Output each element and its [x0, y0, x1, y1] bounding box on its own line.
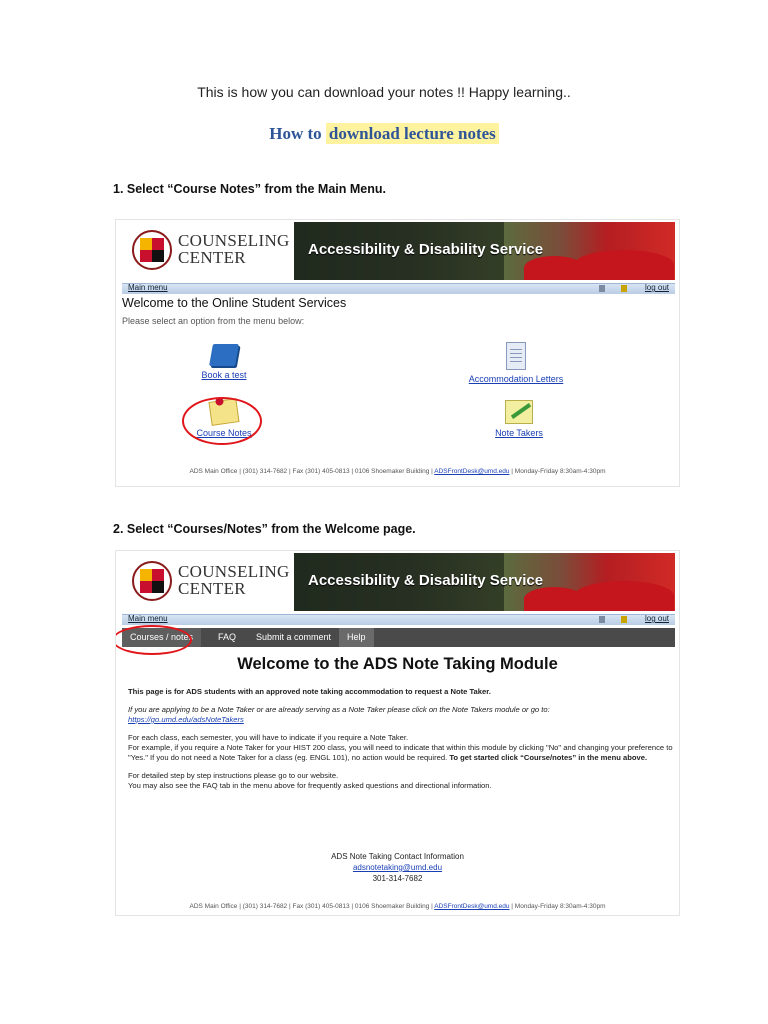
option-accommodation-letters[interactable]: [456, 342, 576, 384]
main-menu-link[interactable]: Main menu: [128, 283, 168, 292]
umd-seal-icon: [132, 561, 172, 601]
note-takers-link[interactable]: https://go.umd.edu/adsNoteTakers: [128, 715, 244, 724]
example-paragraph: [128, 743, 673, 763]
how-to-heading: [0, 124, 768, 144]
footer: [116, 468, 679, 475]
banner-title: Accessibility & Disability Service: [308, 572, 544, 589]
user-icon[interactable]: [621, 285, 627, 292]
instructions-paragraph: For detailed step by step instructions please go to our website.: [128, 771, 339, 780]
note-takers-icon: [505, 400, 533, 424]
contact-info: [116, 851, 679, 884]
banner: [122, 222, 675, 280]
tab-help[interactable]: Help: [339, 628, 374, 647]
tab-faq[interactable]: FAQ: [218, 632, 237, 642]
counseling-center-logo: [122, 222, 294, 280]
banner: [122, 553, 675, 611]
banner-title: Accessibility & Disability Service: [308, 241, 544, 258]
log-out-link[interactable]: log out: [644, 283, 669, 292]
logo-line-1: COUNSELING: [178, 562, 290, 581]
logo-line-2: CENTER: [178, 579, 246, 598]
option-label[interactable]: Book a test: [201, 370, 247, 380]
module-description: [128, 687, 673, 791]
help-icon[interactable]: [599, 616, 605, 623]
top-menu-bar: [122, 614, 675, 625]
module-nav-bar: [122, 628, 675, 647]
banner-photo: [294, 553, 675, 611]
select-option-text: Please select an option from the menu below:: [122, 316, 305, 326]
contact-phone: 301-314-7682: [372, 874, 423, 883]
footer-email-link[interactable]: ADSFrontDesk@umd.edu: [434, 468, 510, 475]
logo-line-1: COUNSELING: [178, 231, 290, 250]
step-1-text: 1. Select “Course Notes” from the Main Menu.: [113, 182, 386, 196]
book-icon: [209, 344, 239, 366]
contact-title: ADS Note Taking Contact Information: [331, 852, 464, 861]
intro-paragraph: This page is for ADS students with an approved note taking accommodation to request a Note Taker.: [128, 687, 491, 696]
faq-paragraph: You may also see the FAQ tab in the menu above for frequently asked questions and directional information.: [128, 781, 492, 790]
welcome-heading: Welcome to the Online Student Services: [122, 296, 347, 310]
module-welcome-heading: Welcome to the ADS Note Taking Module: [237, 655, 558, 673]
umd-seal-icon: [132, 230, 172, 270]
option-book-a-test[interactable]: [194, 344, 254, 380]
each-class-paragraph: For each class, each semester, you will have to indicate if you require a Note Taker.: [128, 733, 409, 742]
screenshot-welcome-page: [115, 550, 680, 916]
footer: [116, 903, 679, 910]
letters-icon: [506, 342, 526, 370]
how-to-prefix: How to: [269, 124, 326, 143]
example-text: For example, if you require a Note Taker for your HIST 200 class, you will need to indicate that within this module by clicking "No" and changing your preference to "Yes." If you do not need a Note Taker for a class (eg. ENGL 101), no action would be required.: [128, 743, 673, 762]
option-note-takers[interactable]: [486, 400, 552, 438]
footer-email-link[interactable]: ADSFrontDesk@umd.edu: [434, 903, 510, 910]
tab-submit-comment[interactable]: Submit a comment: [256, 632, 332, 642]
footer-text: ADS Main Office | (301) 314-7682 | Fax (301) 405-0813 | 0106 Shoemaker Building |: [189, 468, 435, 475]
counseling-center-logo: [122, 553, 294, 611]
help-icon[interactable]: [599, 285, 605, 292]
tab-courses-notes[interactable]: Courses / notes: [122, 628, 201, 647]
option-label[interactable]: Note Takers: [495, 428, 543, 438]
footer-hours: | Monday-Friday 8:30am-4:30pm: [509, 468, 606, 475]
option-label[interactable]: Course Notes: [196, 428, 252, 438]
banner-photo: [294, 222, 675, 280]
get-started-text: To get started click “Course/notes” in the menu above.: [449, 753, 648, 762]
footer-hours: | Monday-Friday 8:30am-4:30pm: [509, 903, 606, 910]
option-label[interactable]: Accommodation Letters: [468, 374, 564, 384]
highlight-circle: [115, 625, 192, 655]
note-taker-paragraph: If you are applying to be a Note Taker or are already serving as a Note Taker please click on the Note Takers module or go to:: [128, 705, 550, 714]
screenshot-main-menu: [115, 219, 680, 487]
main-menu-link[interactable]: Main menu: [128, 614, 168, 623]
contact-email-link[interactable]: adsnotetaking@umd.edu: [352, 863, 443, 872]
how-to-highlight: download lecture notes: [326, 123, 499, 144]
intro-text: This is how you can download your notes !! Happy learning..: [197, 84, 571, 100]
highlight-circle: [182, 397, 262, 445]
step-2-text: 2. Select “Courses/Notes” from the Welcome page.: [113, 522, 416, 536]
top-menu-bar: [122, 283, 675, 294]
log-out-link[interactable]: log out: [644, 614, 669, 623]
user-icon[interactable]: [621, 616, 627, 623]
logo-line-2: CENTER: [178, 248, 246, 267]
footer-text: ADS Main Office | (301) 314-7682 | Fax (301) 405-0813 | 0106 Shoemaker Building |: [189, 903, 435, 910]
